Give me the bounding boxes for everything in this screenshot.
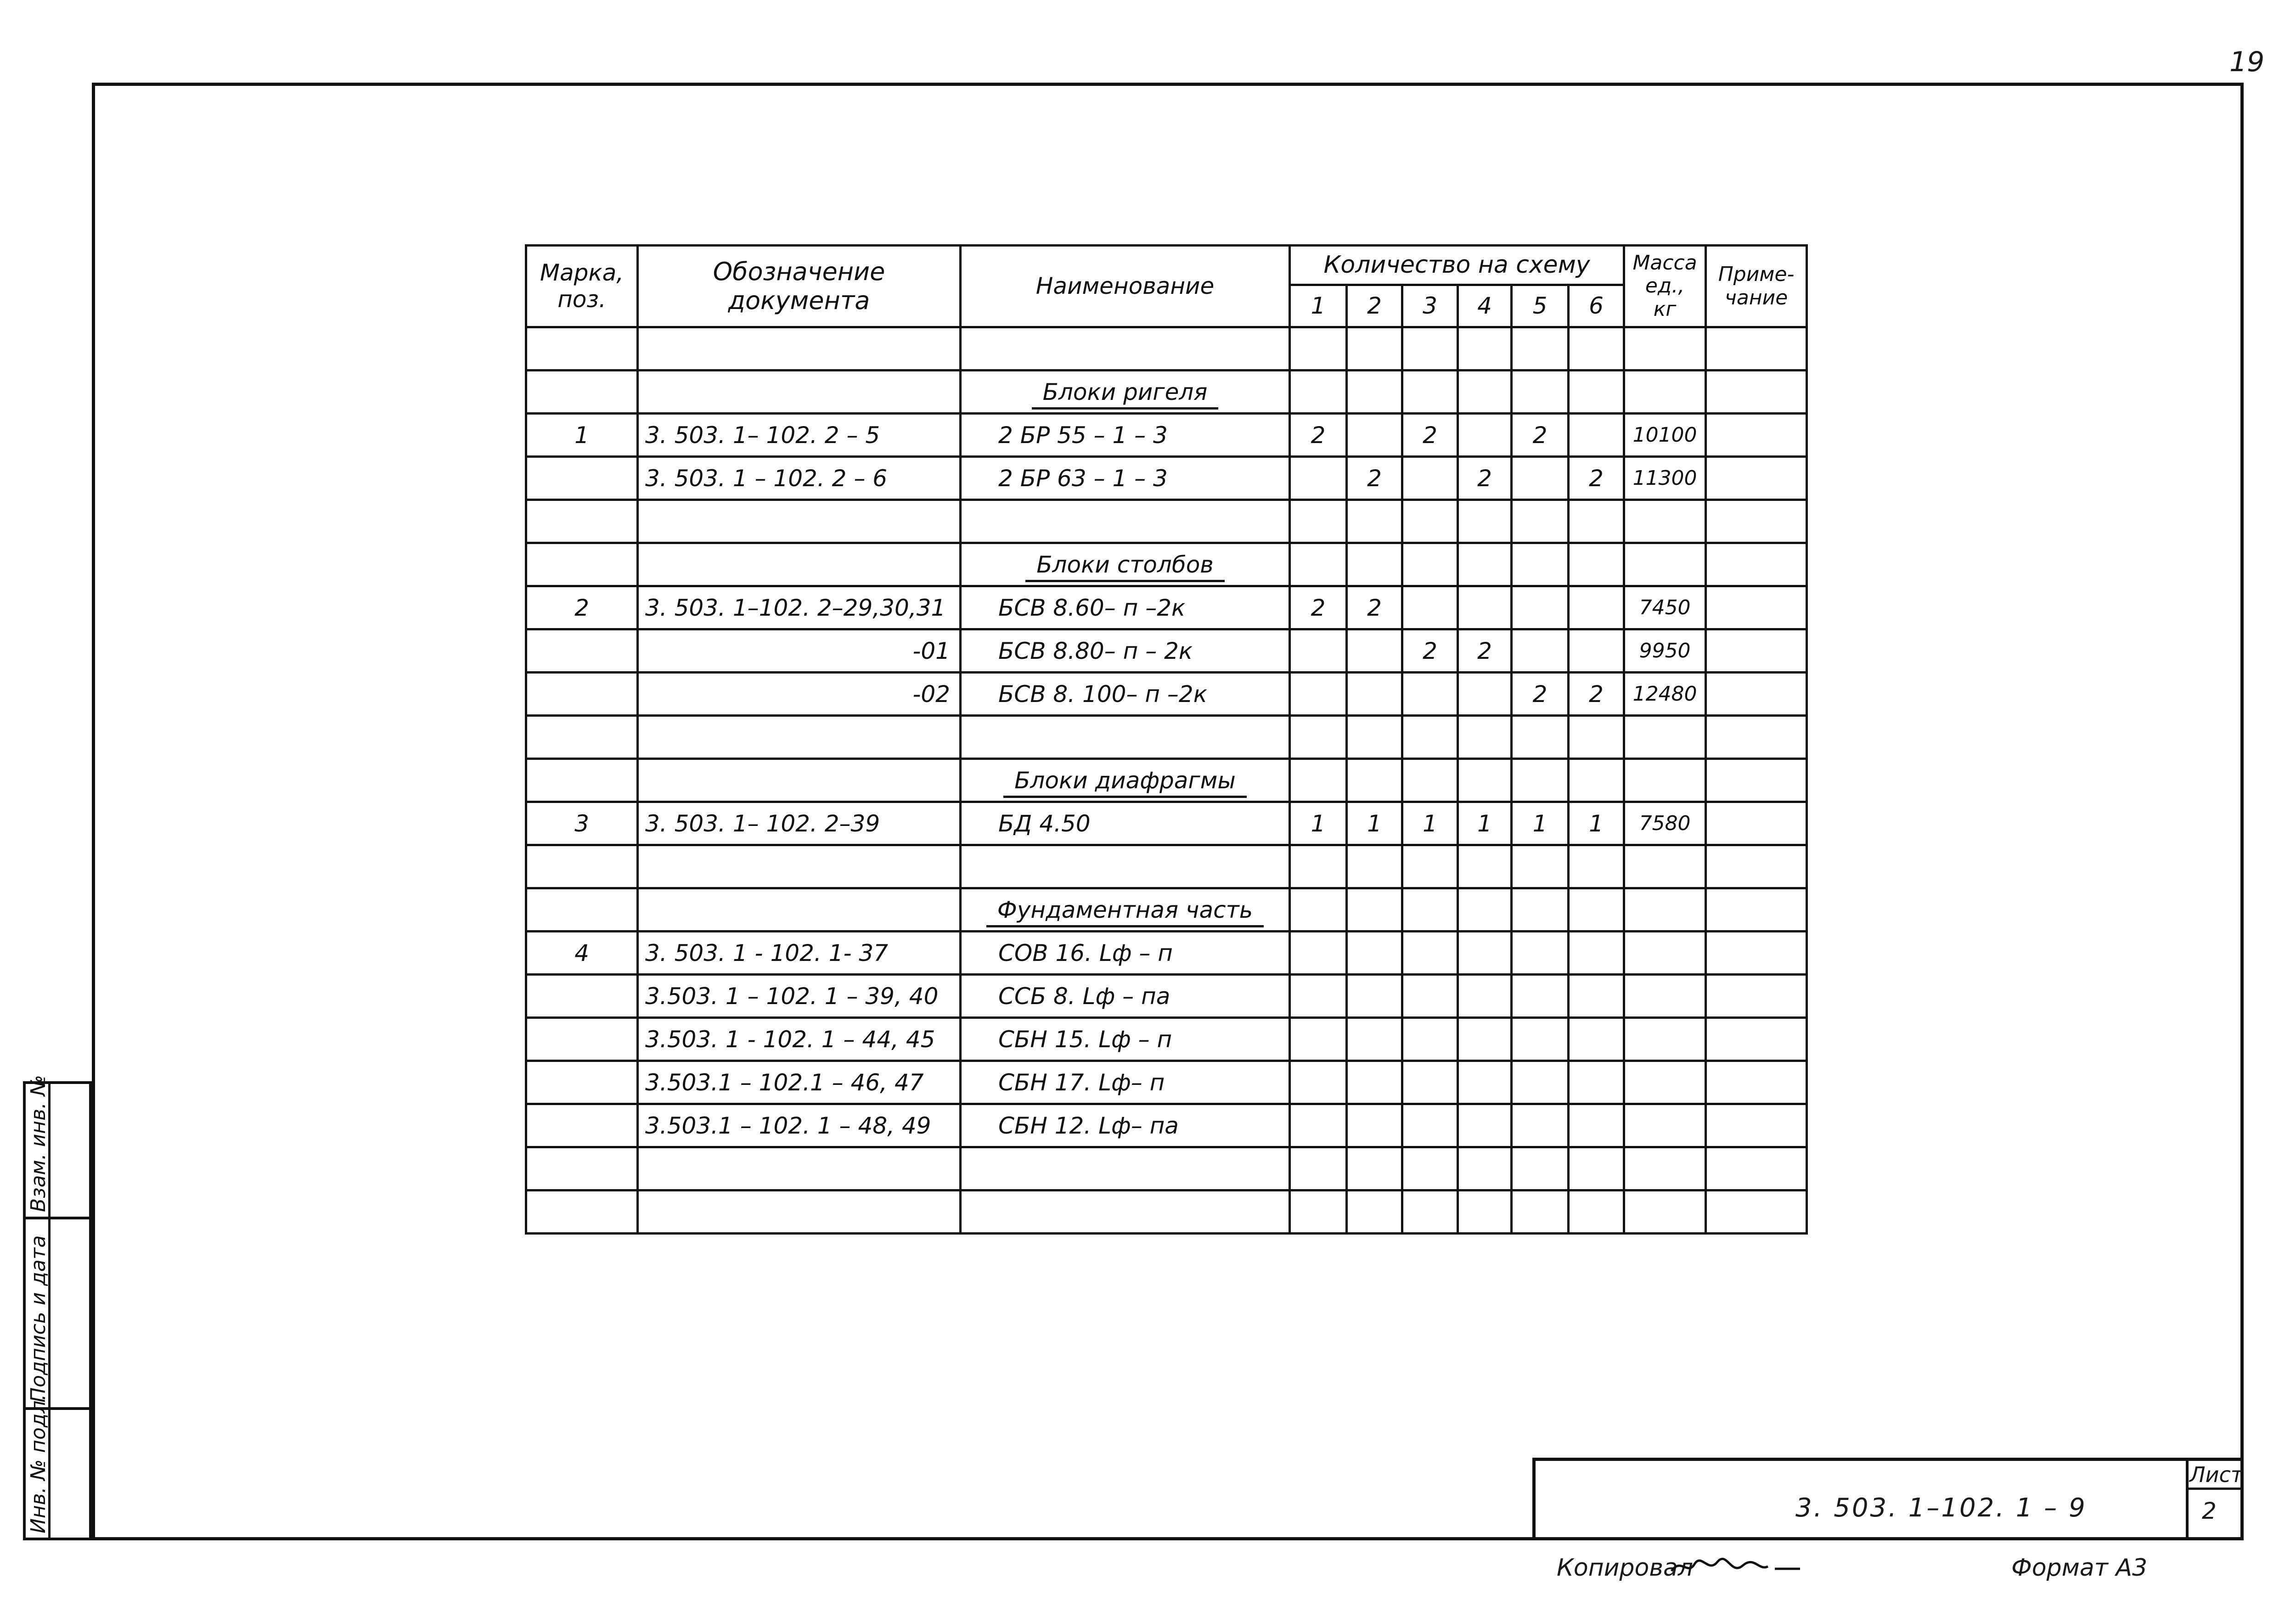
cell-document: 3.503. 1 - 102. 1 – 44, 45 bbox=[638, 1018, 961, 1061]
cell-name: БСВ 8.60– п –2к bbox=[961, 586, 1290, 629]
cell-quantity bbox=[1458, 1104, 1512, 1147]
cell-name bbox=[961, 327, 1290, 371]
cell-note bbox=[1706, 888, 1807, 932]
cell-quantity bbox=[1347, 888, 1402, 932]
header-scheme: 4 bbox=[1458, 285, 1512, 327]
cell-name: СОВ 16. Lф – п bbox=[961, 932, 1290, 975]
section-heading: Фундаментная часть bbox=[986, 897, 1264, 927]
cell-quantity bbox=[1290, 629, 1347, 673]
sheet-number: 2 bbox=[2202, 1498, 2217, 1524]
format-label: Формат А3 bbox=[2011, 1554, 2148, 1582]
cell-mark: 2 bbox=[526, 586, 638, 629]
cell-mark bbox=[526, 888, 638, 932]
cell-note bbox=[1706, 457, 1807, 500]
cell-mass bbox=[1624, 543, 1706, 586]
table-row bbox=[526, 500, 1807, 543]
cell-name bbox=[961, 500, 1290, 543]
stamp-replaced-inv: Взам. инв. № bbox=[27, 1075, 50, 1212]
cell-mass: 7450 bbox=[1624, 586, 1706, 629]
cell-quantity: 2 bbox=[1569, 457, 1624, 500]
cell-mark bbox=[526, 716, 638, 759]
cell-note bbox=[1706, 802, 1807, 845]
cell-name bbox=[961, 716, 1290, 759]
cell-mass bbox=[1624, 1061, 1706, 1104]
cell-quantity bbox=[1402, 845, 1458, 888]
cell-quantity bbox=[1569, 1104, 1624, 1147]
cell-quantity bbox=[1512, 1104, 1569, 1147]
cell-document bbox=[638, 371, 961, 414]
table-row bbox=[526, 327, 1807, 371]
cell-quantity: 2 bbox=[1290, 414, 1347, 457]
cell-quantity bbox=[1402, 500, 1458, 543]
cell-mass bbox=[1624, 371, 1706, 414]
cell-quantity bbox=[1569, 1190, 1624, 1234]
cell-quantity bbox=[1512, 500, 1569, 543]
cell-mass bbox=[1624, 932, 1706, 975]
cell-quantity bbox=[1347, 1018, 1402, 1061]
cell-quantity bbox=[1402, 457, 1458, 500]
cell-quantity bbox=[1402, 1061, 1458, 1104]
cell-mark bbox=[526, 1104, 638, 1147]
table-row bbox=[526, 371, 1807, 414]
cell-note bbox=[1706, 500, 1807, 543]
header-scheme: 2 bbox=[1347, 285, 1402, 327]
sheet-label: Лист bbox=[2189, 1462, 2243, 1487]
cell-quantity bbox=[1290, 932, 1347, 975]
cell-note bbox=[1706, 543, 1807, 586]
cell-mass: 10100 bbox=[1624, 414, 1706, 457]
header-note: Приме- чание bbox=[1706, 246, 1807, 327]
cell-quantity bbox=[1569, 759, 1624, 802]
cell-mass bbox=[1624, 1104, 1706, 1147]
cell-name bbox=[961, 1147, 1290, 1190]
cell-name: 2 БР 55 – 1 – 3 bbox=[961, 414, 1290, 457]
cell-name: СБН 17. Lф– п bbox=[961, 1061, 1290, 1104]
cell-quantity bbox=[1569, 414, 1624, 457]
cell-quantity bbox=[1569, 716, 1624, 759]
cell-name: ССБ 8. Lф – па bbox=[961, 975, 1290, 1018]
cell-quantity bbox=[1458, 414, 1512, 457]
cell-note bbox=[1706, 845, 1807, 888]
table-row bbox=[526, 932, 1807, 975]
cell-mark bbox=[526, 759, 638, 802]
cell-name: СБН 12. Lф– па bbox=[961, 1104, 1290, 1147]
cell-quantity bbox=[1512, 932, 1569, 975]
cell-quantity bbox=[1402, 1147, 1458, 1190]
cell-name bbox=[961, 845, 1290, 888]
table-row bbox=[526, 586, 1807, 629]
cell-quantity bbox=[1458, 932, 1512, 975]
cell-quantity bbox=[1458, 716, 1512, 759]
cell-mass bbox=[1624, 845, 1706, 888]
cell-quantity bbox=[1569, 371, 1624, 414]
cell-note bbox=[1706, 975, 1807, 1018]
cell-quantity bbox=[1458, 845, 1512, 888]
cell-quantity bbox=[1569, 1018, 1624, 1061]
cell-mark bbox=[526, 457, 638, 500]
cell-quantity bbox=[1458, 975, 1512, 1018]
cell-quantity bbox=[1402, 1104, 1458, 1147]
cell-mass bbox=[1624, 1018, 1706, 1061]
table-row bbox=[526, 1061, 1807, 1104]
cell-quantity bbox=[1402, 371, 1458, 414]
header-scheme: 3 bbox=[1402, 285, 1458, 327]
copied-by-label: Копировал bbox=[1557, 1554, 1694, 1582]
cell-name: БСВ 8. 100– п –2к bbox=[961, 673, 1290, 716]
cell-quantity bbox=[1512, 975, 1569, 1018]
cell-quantity bbox=[1290, 371, 1347, 414]
cell-quantity bbox=[1458, 1147, 1512, 1190]
cell-document bbox=[638, 543, 961, 586]
cell-quantity: 2 bbox=[1290, 586, 1347, 629]
cell-mark: 3 bbox=[526, 802, 638, 845]
cell-mark bbox=[526, 1147, 638, 1190]
cell-quantity: 2 bbox=[1402, 629, 1458, 673]
cell-note bbox=[1706, 759, 1807, 802]
cell-quantity: 2 bbox=[1347, 457, 1402, 500]
cell-quantity: 2 bbox=[1458, 629, 1512, 673]
table-body bbox=[526, 327, 1807, 1234]
cell-document bbox=[638, 759, 961, 802]
cell-document bbox=[638, 716, 961, 759]
cell-mass: 9950 bbox=[1624, 629, 1706, 673]
section-heading: Блоки диафрагмы bbox=[1003, 767, 1247, 798]
cell-quantity bbox=[1569, 327, 1624, 371]
table-row bbox=[526, 414, 1807, 457]
cell-mark bbox=[526, 975, 638, 1018]
cell-note bbox=[1706, 932, 1807, 975]
cell-quantity bbox=[1402, 327, 1458, 371]
cell-name: 2 БР 63 – 1 – 3 bbox=[961, 457, 1290, 500]
cell-quantity bbox=[1347, 327, 1402, 371]
cell-quantity bbox=[1512, 1147, 1569, 1190]
cell-quantity bbox=[1347, 371, 1402, 414]
cell-quantity bbox=[1290, 543, 1347, 586]
cell-document: -01 bbox=[638, 629, 961, 673]
cell-quantity bbox=[1290, 327, 1347, 371]
cell-quantity bbox=[1569, 975, 1624, 1018]
table-row bbox=[526, 457, 1807, 500]
cell-quantity bbox=[1347, 932, 1402, 975]
header-mass: Масса ед., кг bbox=[1624, 246, 1706, 327]
cell-quantity bbox=[1347, 500, 1402, 543]
cell-mark bbox=[526, 845, 638, 888]
cell-quantity bbox=[1512, 888, 1569, 932]
table-row bbox=[526, 543, 1807, 586]
cell-quantity bbox=[1458, 888, 1512, 932]
cell-quantity bbox=[1402, 888, 1458, 932]
header-scheme: 1 bbox=[1290, 285, 1347, 327]
cell-document: 3.503.1 – 102.1 – 46, 47 bbox=[638, 1061, 961, 1104]
cell-quantity bbox=[1347, 1190, 1402, 1234]
cell-quantity bbox=[1458, 543, 1512, 586]
cell-mark bbox=[526, 1190, 638, 1234]
cell-quantity bbox=[1347, 1147, 1402, 1190]
cell-note bbox=[1706, 586, 1807, 629]
cell-quantity bbox=[1290, 759, 1347, 802]
cell-note bbox=[1706, 1018, 1807, 1061]
table-row bbox=[526, 975, 1807, 1018]
cell-quantity bbox=[1512, 716, 1569, 759]
cell-quantity bbox=[1458, 586, 1512, 629]
cell-quantity bbox=[1512, 759, 1569, 802]
cell-document: 3. 503. 1–102. 2–29,30,31 bbox=[638, 586, 961, 629]
cell-mark bbox=[526, 1061, 638, 1104]
cell-quantity bbox=[1569, 500, 1624, 543]
cell-quantity bbox=[1458, 327, 1512, 371]
cell-quantity bbox=[1569, 888, 1624, 932]
cell-quantity bbox=[1290, 975, 1347, 1018]
cell-quantity bbox=[1402, 759, 1458, 802]
cell-quantity: 2 bbox=[1512, 414, 1569, 457]
cell-quantity bbox=[1290, 500, 1347, 543]
cell-quantity bbox=[1347, 629, 1402, 673]
cell-quantity bbox=[1569, 1147, 1624, 1190]
cell-quantity: 2 bbox=[1512, 673, 1569, 716]
cell-document bbox=[638, 327, 961, 371]
cell-quantity bbox=[1458, 371, 1512, 414]
cell-quantity bbox=[1290, 673, 1347, 716]
table-row bbox=[526, 629, 1807, 673]
cell-quantity bbox=[1458, 1190, 1512, 1234]
cell-quantity bbox=[1512, 327, 1569, 371]
cell-name bbox=[961, 543, 1290, 586]
cell-document: 3.503. 1 – 102. 1 – 39, 40 bbox=[638, 975, 961, 1018]
cell-quantity bbox=[1347, 975, 1402, 1018]
cell-quantity bbox=[1512, 629, 1569, 673]
cell-mark: 4 bbox=[526, 932, 638, 975]
cell-quantity bbox=[1512, 1190, 1569, 1234]
cell-quantity bbox=[1347, 716, 1402, 759]
cell-mass bbox=[1624, 1147, 1706, 1190]
header-document: Обозначение документа bbox=[638, 246, 961, 327]
section-heading: Блоки ригеля bbox=[1032, 379, 1219, 410]
cell-quantity bbox=[1458, 673, 1512, 716]
table-row bbox=[526, 802, 1807, 845]
cell-note bbox=[1706, 629, 1807, 673]
table-row bbox=[526, 845, 1807, 888]
cell-mass: 11300 bbox=[1624, 457, 1706, 500]
cell-name bbox=[961, 1190, 1290, 1234]
page-number: 19 bbox=[2229, 46, 2265, 78]
cell-mass bbox=[1624, 888, 1706, 932]
cell-quantity bbox=[1402, 1018, 1458, 1061]
cell-quantity bbox=[1290, 1061, 1347, 1104]
cell-quantity bbox=[1290, 845, 1347, 888]
cell-name bbox=[961, 888, 1290, 932]
cell-document bbox=[638, 1147, 961, 1190]
cell-mass bbox=[1624, 500, 1706, 543]
cell-mark bbox=[526, 327, 638, 371]
cell-name: БСВ 8.80– п – 2к bbox=[961, 629, 1290, 673]
cell-quantity bbox=[1512, 1061, 1569, 1104]
cell-quantity bbox=[1290, 1018, 1347, 1061]
table-row bbox=[526, 1147, 1807, 1190]
cell-quantity bbox=[1569, 932, 1624, 975]
cell-quantity bbox=[1290, 1104, 1347, 1147]
cell-mass: 7580 bbox=[1624, 802, 1706, 845]
header-name: Наименование bbox=[961, 246, 1290, 327]
cell-quantity: 1 bbox=[1512, 802, 1569, 845]
cell-quantity bbox=[1458, 500, 1512, 543]
cell-quantity bbox=[1569, 845, 1624, 888]
cell-document bbox=[638, 1190, 961, 1234]
cell-mark bbox=[526, 673, 638, 716]
table-row bbox=[526, 716, 1807, 759]
cell-quantity bbox=[1569, 543, 1624, 586]
cell-note bbox=[1706, 1190, 1807, 1234]
cell-quantity bbox=[1569, 629, 1624, 673]
cell-mass bbox=[1624, 975, 1706, 1018]
document-code: 3. 503. 1–102. 1 – 9 bbox=[1795, 1493, 2087, 1523]
stamp-strip-rule bbox=[23, 1217, 92, 1219]
cell-quantity bbox=[1512, 1018, 1569, 1061]
cell-quantity bbox=[1402, 543, 1458, 586]
cell-quantity bbox=[1290, 457, 1347, 500]
cell-quantity: 2 bbox=[1458, 457, 1512, 500]
cell-document bbox=[638, 500, 961, 543]
cell-quantity: 1 bbox=[1290, 802, 1347, 845]
cell-quantity: 2 bbox=[1569, 673, 1624, 716]
cell-quantity bbox=[1347, 1104, 1402, 1147]
cell-mass bbox=[1624, 327, 1706, 371]
signature-image bbox=[1667, 1553, 1805, 1580]
table-row bbox=[526, 1104, 1807, 1147]
cell-quantity: 2 bbox=[1402, 414, 1458, 457]
cell-name bbox=[961, 759, 1290, 802]
cell-document bbox=[638, 888, 961, 932]
header-mark: Марка, поз. bbox=[526, 246, 638, 327]
cell-mass: 12480 bbox=[1624, 673, 1706, 716]
header-quantity: Количество на схему bbox=[1290, 246, 1624, 285]
cell-mark bbox=[526, 629, 638, 673]
cell-note bbox=[1706, 673, 1807, 716]
cell-document: 3. 503. 1– 102. 2–39 bbox=[638, 802, 961, 845]
cell-quantity: 2 bbox=[1347, 586, 1402, 629]
cell-document: 3. 503. 1– 102. 2 – 5 bbox=[638, 414, 961, 457]
cell-mass bbox=[1624, 1190, 1706, 1234]
cell-mark bbox=[526, 543, 638, 586]
cell-name: БД 4.50 bbox=[961, 802, 1290, 845]
cell-mass bbox=[1624, 759, 1706, 802]
cell-note bbox=[1706, 1061, 1807, 1104]
cell-quantity bbox=[1347, 845, 1402, 888]
cell-quantity: 1 bbox=[1569, 802, 1624, 845]
cell-name bbox=[961, 371, 1290, 414]
cell-quantity bbox=[1512, 845, 1569, 888]
cell-mark bbox=[526, 371, 638, 414]
table-row bbox=[526, 888, 1807, 932]
cell-note bbox=[1706, 1104, 1807, 1147]
cell-quantity bbox=[1290, 888, 1347, 932]
cell-quantity bbox=[1512, 371, 1569, 414]
cell-quantity bbox=[1458, 759, 1512, 802]
header-scheme: 6 bbox=[1569, 285, 1624, 327]
cell-quantity bbox=[1569, 1061, 1624, 1104]
header-scheme: 5 bbox=[1512, 285, 1569, 327]
cell-mark bbox=[526, 1018, 638, 1061]
table-row bbox=[526, 673, 1807, 716]
cell-quantity bbox=[1402, 975, 1458, 1018]
table-row bbox=[526, 1018, 1807, 1061]
stamp-inv-original: Инв. № подл. bbox=[27, 1394, 50, 1533]
sheet-divider bbox=[2186, 1488, 2244, 1490]
cell-quantity bbox=[1458, 1061, 1512, 1104]
cell-note bbox=[1706, 327, 1807, 371]
cell-quantity: 1 bbox=[1458, 802, 1512, 845]
cell-name: СБН 15. Lф – п bbox=[961, 1018, 1290, 1061]
cell-note bbox=[1706, 371, 1807, 414]
cell-note bbox=[1706, 414, 1807, 457]
cell-quantity: 1 bbox=[1402, 802, 1458, 845]
cell-mark: 1 bbox=[526, 414, 638, 457]
cell-note bbox=[1706, 1147, 1807, 1190]
cell-quantity bbox=[1347, 1061, 1402, 1104]
cell-quantity bbox=[1402, 1190, 1458, 1234]
cell-quantity bbox=[1347, 414, 1402, 457]
stamp-sign-date: Подпись и дата bbox=[27, 1235, 50, 1403]
cell-quantity bbox=[1512, 586, 1569, 629]
cell-mass bbox=[1624, 716, 1706, 759]
cell-quantity bbox=[1290, 716, 1347, 759]
specification-table bbox=[525, 244, 1808, 1235]
cell-document: -02 bbox=[638, 673, 961, 716]
cell-quantity bbox=[1402, 932, 1458, 975]
table-row bbox=[526, 1190, 1807, 1234]
cell-quantity bbox=[1512, 457, 1569, 500]
cell-document: 3. 503. 1 – 102. 2 – 6 bbox=[638, 457, 961, 500]
cell-quantity bbox=[1347, 759, 1402, 802]
cell-quantity bbox=[1402, 716, 1458, 759]
cell-note bbox=[1706, 716, 1807, 759]
cell-quantity: 1 bbox=[1347, 802, 1402, 845]
cell-quantity bbox=[1290, 1147, 1347, 1190]
cell-quantity bbox=[1512, 543, 1569, 586]
cell-document: 3. 503. 1 - 102. 1- 37 bbox=[638, 932, 961, 975]
cell-quantity bbox=[1347, 543, 1402, 586]
section-heading: Блоки столбов bbox=[1025, 551, 1225, 582]
table-row bbox=[526, 759, 1807, 802]
cell-document bbox=[638, 845, 961, 888]
cell-quantity bbox=[1290, 1190, 1347, 1234]
cell-quantity bbox=[1402, 586, 1458, 629]
cell-quantity bbox=[1402, 673, 1458, 716]
cell-quantity bbox=[1458, 1018, 1512, 1061]
cell-document: 3.503.1 – 102. 1 – 48, 49 bbox=[638, 1104, 961, 1147]
cell-quantity bbox=[1347, 673, 1402, 716]
cell-mark bbox=[526, 500, 638, 543]
cell-quantity bbox=[1569, 586, 1624, 629]
